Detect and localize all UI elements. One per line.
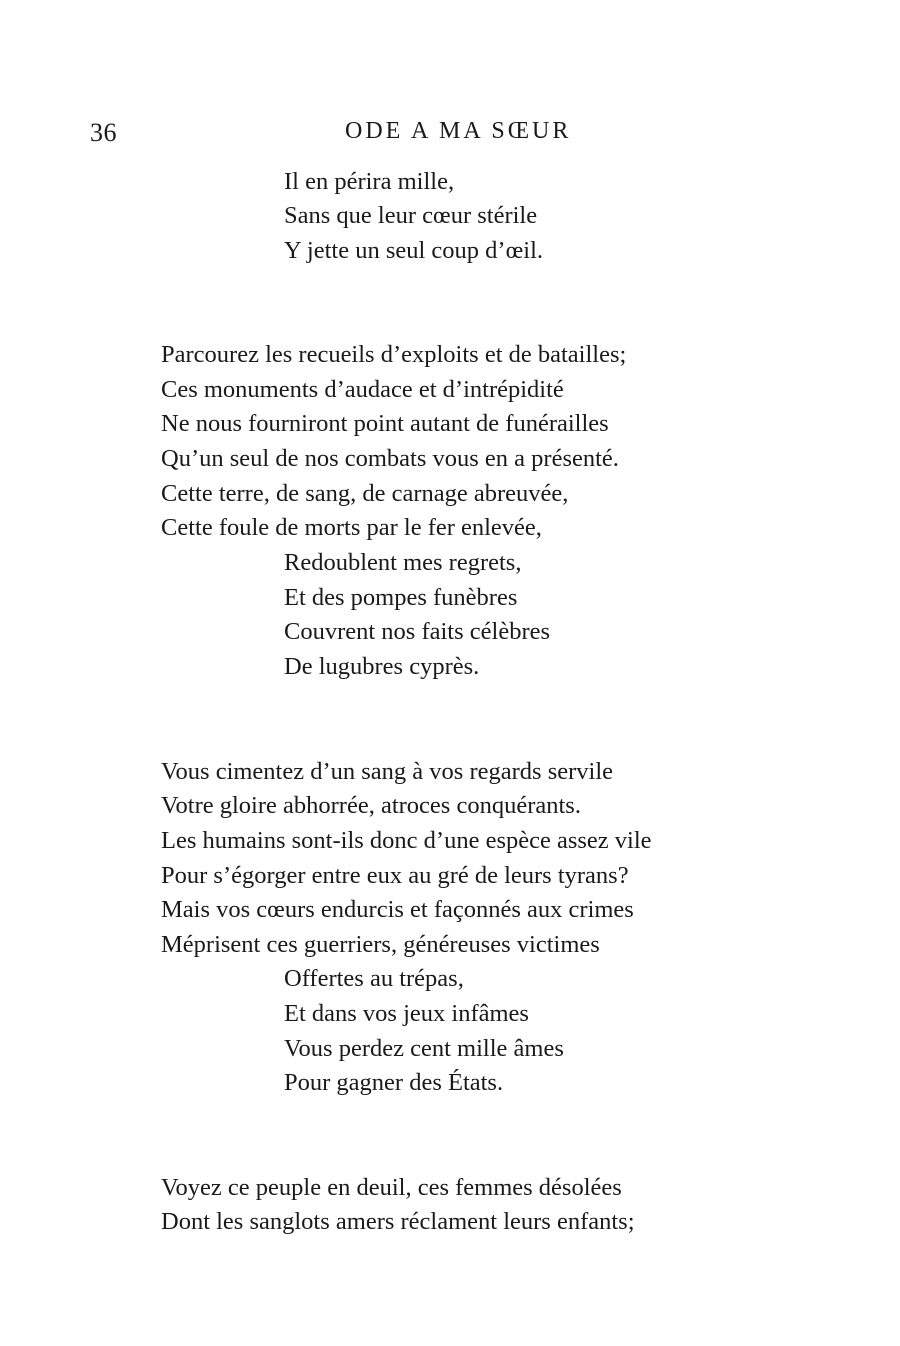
verse-line: Pour s’égorger entre eux au gré de leurs tyrans?: [161, 862, 629, 889]
verse-line: Pour gagner des États.: [284, 1069, 504, 1096]
verse-line: Qu’un seul de nos combats vous en a présenté.: [161, 445, 619, 472]
verse-line: Vous cimentez d’un sang à vos regards servile: [161, 758, 613, 785]
verse-line: Vous perdez cent mille âmes: [284, 1035, 564, 1062]
verse-line: Il en périra mille,: [284, 168, 455, 195]
verse-line: Méprisent ces guerriers, généreuses victimes: [161, 931, 600, 958]
verse-line: Dont les sanglots amers réclament leurs enfants;: [161, 1208, 635, 1235]
verse-line: Parcourez les recueils d’exploits et de batailles;: [161, 341, 627, 368]
verse-line: Votre gloire abhorrée, atroces conquérants.: [161, 792, 581, 819]
running-head: ODE A MA SŒUR: [345, 118, 572, 144]
verse-line: Cette foule de morts par le fer enlevée,: [161, 514, 542, 541]
verse-line: Voyez ce peuple en deuil, ces femmes désolées: [161, 1174, 622, 1201]
verse-line: Mais vos cœurs endurcis et façonnés aux crimes: [161, 896, 634, 923]
verse-line: Cette terre, de sang, de carnage abreuvée,: [161, 480, 569, 507]
verse-line: Les humains sont-ils donc d’une espèce assez vile: [161, 827, 652, 854]
verse-line: Et des pompes funèbres: [284, 584, 518, 611]
verse-line: Et dans vos jeux infâmes: [284, 1000, 529, 1027]
verse-line: Ne nous fourniront point autant de funérailles: [161, 410, 609, 437]
verse-line: Couvrent nos faits célèbres: [284, 618, 551, 645]
verse-line: Offertes au trépas,: [284, 965, 464, 992]
verse-line: Ces monuments d’audace et d’intrépidité: [161, 376, 564, 403]
verse-line: De lugubres cyprès.: [284, 653, 480, 680]
page-number: 36: [90, 118, 117, 147]
verse-line: Y jette un seul coup d’œil.: [284, 237, 544, 264]
verse-line: Sans que leur cœur stérile: [284, 202, 538, 229]
verse-line: Redoublent mes regrets,: [284, 549, 522, 576]
